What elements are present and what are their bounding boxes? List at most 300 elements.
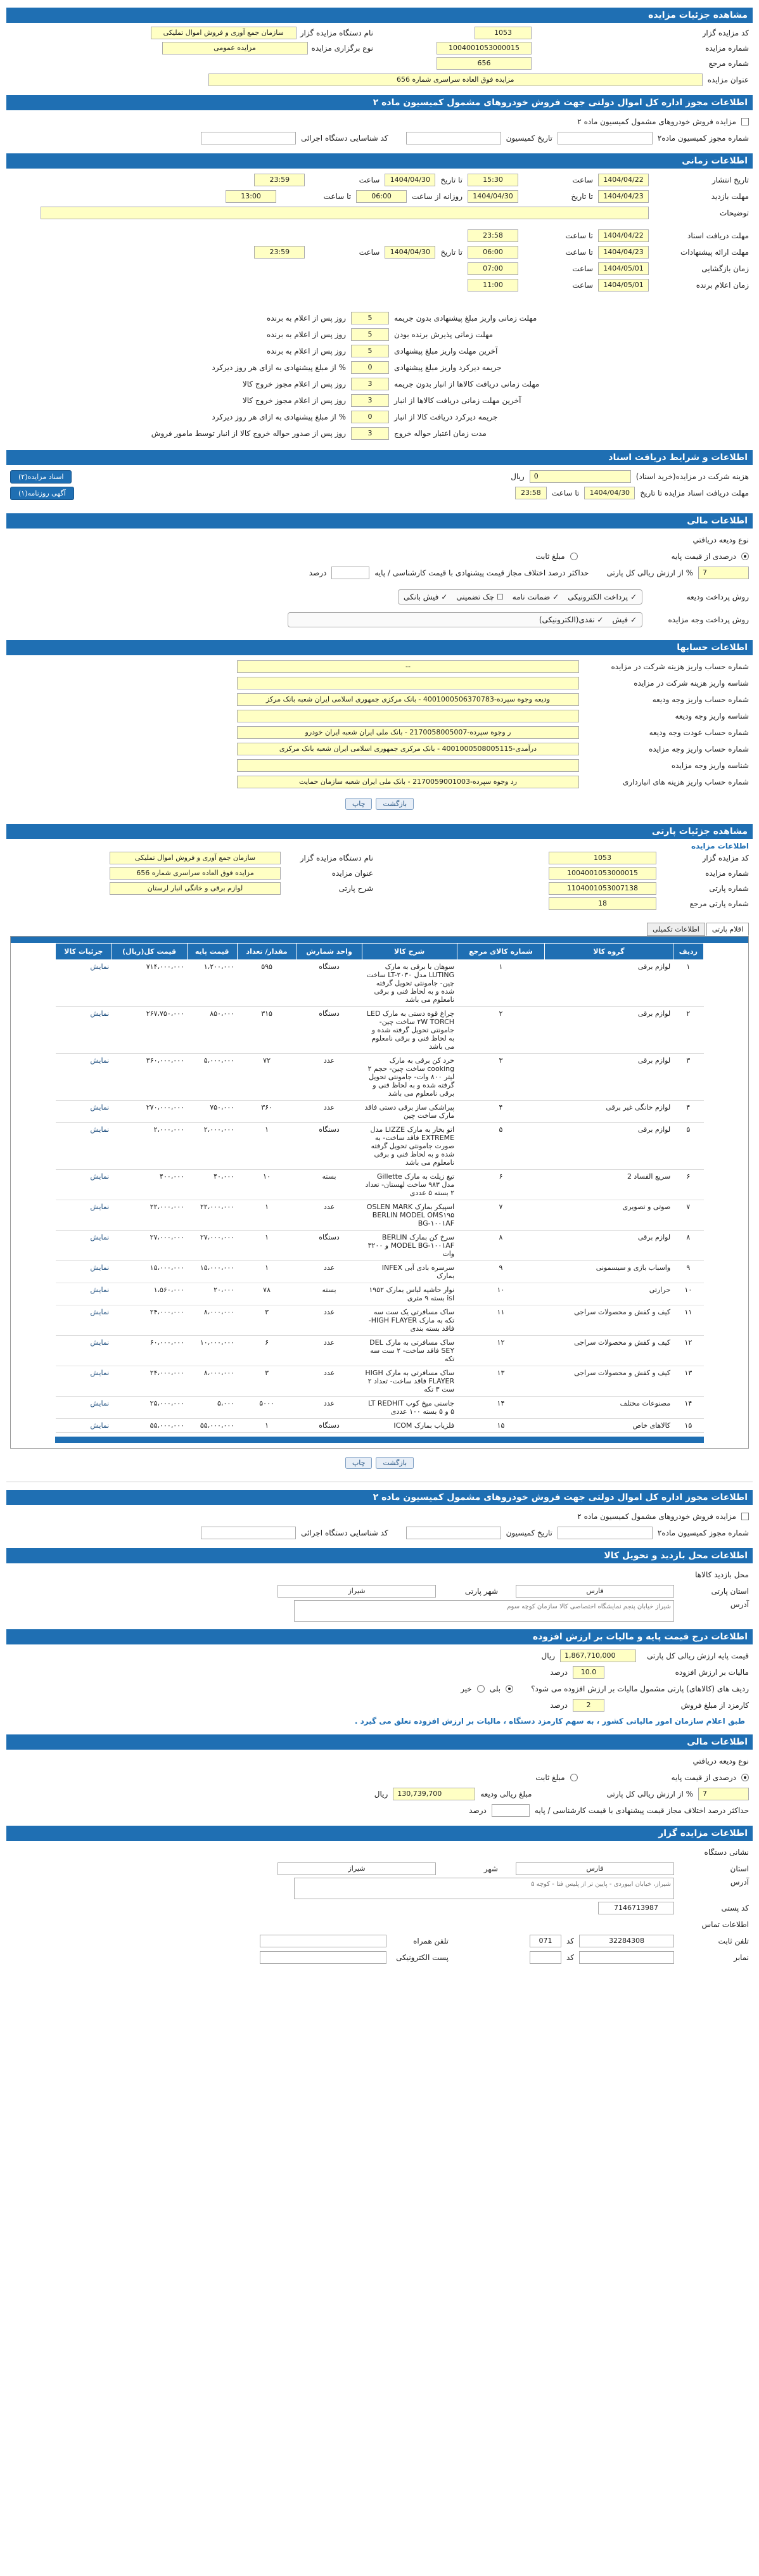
- print-button[interactable]: چاپ: [345, 798, 373, 810]
- deadline-label: مهلت زمانی پذیرش برنده بودن: [394, 330, 494, 339]
- party-number-field: 1104001053007138: [549, 882, 656, 895]
- financial-header: اطلاعات مالی: [6, 513, 753, 529]
- table-body: [56, 960, 704, 1433]
- city-field: شیراز: [277, 1585, 436, 1598]
- percent-radio[interactable]: [741, 553, 749, 560]
- permit-header-2: اطلاعات مجوز اداره کل اموال دولتی جهت فروش خودروهای مشمول کمیسیون ماده ۲: [6, 1490, 753, 1505]
- code-label: کد مزایده گزار: [702, 854, 749, 862]
- vat-no-label: خیر: [461, 1684, 472, 1693]
- commission-date-label: تاریخ کمیسیون: [506, 1528, 552, 1537]
- cell-group: لوازم برقی: [545, 1123, 673, 1170]
- auction-docs-button[interactable]: اسناد مزایده(۲): [10, 470, 72, 484]
- cell-details[interactable]: نمایش: [56, 1283, 112, 1305]
- auction-pay-methods: [288, 612, 642, 627]
- commission-checkbox[interactable]: [741, 118, 749, 125]
- to-hour-label: تا ساعت: [565, 248, 593, 257]
- cell-details[interactable]: نمایش: [56, 1170, 112, 1200]
- party-subheader: اطلاعات مزایده: [691, 842, 749, 850]
- account-label: شماره حساب واریز هزینه شرکت در مزایده: [611, 662, 749, 671]
- permit-number-label: شماره مجوز کمیسیون ماده۲: [657, 1528, 749, 1537]
- party-header: مشاهده جزئیات پارتی: [6, 824, 753, 839]
- exec-id-field[interactable]: [201, 1527, 296, 1539]
- cell-qty: ۱: [237, 1231, 297, 1261]
- cell-description: اتو بخار به مارک LIZZE مدل EXTREME فاقد ساخت- به صورت جامونتی تحویل گرفته شده و به لحاظ فنی و برقی نامعلوم می باشد: [362, 1123, 457, 1170]
- deadline-value: 0: [351, 361, 389, 374]
- permit-number-label: شماره مجوز کمیسیون ماده۲: [657, 134, 749, 143]
- city-field: شیراز: [277, 1862, 436, 1875]
- column-header-row-no: ردیف: [673, 944, 703, 960]
- table-row: [56, 1123, 704, 1170]
- cell-ref-no: ۱۱: [457, 1305, 545, 1336]
- deadline-label: جریمه دیرکرد دریافت کالا از انبار: [394, 413, 498, 421]
- newspaper-ad-button[interactable]: آگهی روزنامه(۱): [10, 487, 74, 500]
- deadline-value: 3: [351, 427, 389, 440]
- cell-details[interactable]: نمایش: [56, 1397, 112, 1419]
- cell-group: لوازم برقی: [545, 1007, 673, 1054]
- deadline-suffix: روز پس از اعلام مجوز خروج کالا: [242, 396, 346, 405]
- auction-title-field: مزایده فوق العاده سراسری شماره 656: [110, 867, 281, 880]
- rial-label: ریال: [374, 1790, 388, 1798]
- area-code-field: [530, 1951, 561, 1964]
- deadline-suffix: % از مبلغ پیشنهادی به ازای هر روز دیرکرد: [212, 363, 346, 372]
- account-label: شماره حساب عودت وجه ودیعه: [649, 728, 749, 737]
- cell-details[interactable]: نمایش: [56, 1123, 112, 1170]
- print-button[interactable]: چاپ: [345, 1457, 373, 1469]
- fixed-radio-label: مبلغ ثابت: [535, 1773, 565, 1782]
- party-desc-field: لوازم برقی و خانگی انبار لرستان: [110, 882, 281, 895]
- cell-description: فلزیاب بمارک ICOM: [362, 1419, 457, 1433]
- cell-total-price: ۲۴،۰۰۰،۰۰۰: [112, 1305, 187, 1336]
- cell-details[interactable]: نمایش: [56, 1200, 112, 1231]
- deadline-value: 3: [351, 394, 389, 407]
- cell-base-price: ۸،۰۰۰،۰۰۰: [187, 1366, 237, 1397]
- cell-total-price: ۵۵،۰۰۰،۰۰۰: [112, 1419, 187, 1433]
- column-header-group: گروه کالا: [545, 944, 673, 960]
- fee-field: 0: [530, 470, 631, 483]
- account-field: [237, 759, 579, 772]
- table-row: [56, 1336, 704, 1366]
- deadline-value: 5: [351, 345, 389, 357]
- cell-row-no: ۱۲: [673, 1336, 703, 1366]
- cell-row-no: ۷: [673, 1200, 703, 1231]
- vat-label: مالیات بر ارزش افزوده: [675, 1668, 749, 1677]
- publish-label: تاریخ انتشار: [711, 176, 749, 184]
- province-field: فارس: [516, 1585, 674, 1598]
- province-label: استان پارتی: [711, 1587, 749, 1596]
- cell-base-price: ۲۰،۰۰۰: [187, 1283, 237, 1305]
- cell-total-price: ۱،۵۶۰،۰۰۰: [112, 1283, 187, 1305]
- cell-description: سرسره بادی آبی INFEX بمارک: [362, 1261, 457, 1283]
- address-label: آدرس: [730, 1878, 749, 1887]
- area-code-field: 071: [530, 1935, 561, 1947]
- cell-total-price: ۲۴،۰۰۰،۰۰۰: [112, 1366, 187, 1397]
- cell-qty: ۳: [237, 1366, 297, 1397]
- to-date-label: تا تاریخ: [440, 176, 462, 184]
- method-check[interactable]: ☐ چک تضمینی: [456, 593, 504, 601]
- cell-qty: ۵۰۰۰: [237, 1397, 297, 1419]
- auction-pay-label: روش پرداخت وجه مزایده: [668, 615, 749, 624]
- cell-unit: عدد: [297, 1397, 362, 1419]
- rial-label: ریال: [541, 1651, 555, 1660]
- vat-percent-label: درصد: [550, 1668, 568, 1677]
- cell-ref-no: ۱۵: [457, 1419, 545, 1433]
- commission-date-field[interactable]: [406, 1527, 501, 1539]
- vat-notice: طبق اعلام سازمان امور مالیاتی کشور ، به سهم کارمزد دستگاه ، مالیات بر ارزش افزوده تعلق می گیرد .: [354, 1717, 745, 1726]
- account-field: --: [237, 660, 579, 673]
- cell-row-no: ۶: [673, 1170, 703, 1200]
- column-header-details: جزئیات کالا: [56, 944, 112, 960]
- city-label: شهر: [483, 1864, 498, 1873]
- cell-ref-no: ۳: [457, 1054, 545, 1101]
- table-row: [56, 1397, 704, 1419]
- auction-title-field: مزایده فوق العاده سراسری شماره 656: [208, 74, 703, 86]
- cell-details[interactable]: نمایش: [56, 1305, 112, 1336]
- province-label: استان: [730, 1864, 749, 1873]
- commission-fee-field: 2: [573, 1699, 604, 1712]
- back-button[interactable]: بازگشت: [376, 1457, 414, 1469]
- cell-row-no: ۸: [673, 1231, 703, 1261]
- percent-radio-label: درصدی از قیمت پایه: [671, 552, 736, 561]
- cell-group: واسباب بازی و سیسمونی: [545, 1261, 673, 1283]
- cell-row-no: ۹: [673, 1261, 703, 1283]
- financial-header-2: اطلاعات مالی: [6, 1734, 753, 1750]
- commission-fee-label: کارمزد از مبلغ فروش: [680, 1701, 749, 1710]
- cell-qty: ۳۶۰: [237, 1101, 297, 1123]
- cell-unit: عدد: [297, 1366, 362, 1397]
- cell-details[interactable]: نمایش: [56, 1366, 112, 1397]
- column-header-ref-no: شماره کالای مرجع: [457, 944, 545, 960]
- cell-base-price: ۱،۲۰۰،۰۰۰: [187, 960, 237, 1007]
- tab-party-items[interactable]: اقلام پارتی: [706, 923, 749, 936]
- table-row: [56, 1231, 704, 1261]
- address-label: آدرس: [730, 1600, 749, 1609]
- cell-qty: ۱۰: [237, 1170, 297, 1200]
- deadline-suffix: روز پس از اعلام به برنده: [267, 330, 346, 339]
- percent-label: درصد: [309, 568, 327, 577]
- base-price-label: قیمت پایه ارزش ریالی کل پارتی: [647, 1651, 749, 1660]
- cell-unit: عدد: [297, 1054, 362, 1101]
- cell-total-price: ۷۱۴،۰۰۰،۰۰۰: [112, 960, 187, 1007]
- method-slip[interactable]: ✓ فیش بانکی: [403, 593, 448, 601]
- cell-row-no: ۵: [673, 1123, 703, 1170]
- to-date-label: تا تاریخ: [571, 192, 593, 201]
- fixed-radio[interactable]: [570, 1774, 578, 1781]
- items-table-container: [10, 936, 749, 1449]
- exec-id-label: کد شناسایی دستگاه اجرائی: [301, 134, 388, 143]
- cell-group: حرارتی: [545, 1283, 673, 1305]
- max-diff-field: [331, 567, 369, 579]
- cell-row-no: ۱۴: [673, 1397, 703, 1419]
- cell-qty: ۷۸: [237, 1283, 297, 1305]
- vat-yes-radio[interactable]: [506, 1685, 513, 1693]
- auction-number-label: شماره مزایده: [705, 869, 749, 878]
- deposit-type-label: نوع وديعه دريافتي: [692, 1757, 749, 1765]
- exec-id-field[interactable]: [201, 132, 296, 144]
- percent-radio[interactable]: [741, 1774, 749, 1781]
- cell-details[interactable]: نمایش: [56, 1336, 112, 1366]
- cell-base-price: ۵،۰۰۰،۰۰۰: [187, 1054, 237, 1101]
- deadline-value: 0: [351, 411, 389, 423]
- org-field: سازمان جمع آوری و فروش اموال تملیکی: [110, 852, 281, 864]
- email-field: [260, 1951, 386, 1964]
- fee-label: هزینه شرکت در مزایده(خرید اسناد): [635, 472, 749, 481]
- cell-group: کیف و کفش و محصولات سراجی: [545, 1305, 673, 1336]
- cell-ref-no: ۴: [457, 1101, 545, 1123]
- deadline-suffix: روز پس از اعلام مجوز خروج کالا: [242, 380, 346, 388]
- cell-row-no: ۱۱: [673, 1305, 703, 1336]
- fixed-radio[interactable]: [570, 553, 578, 560]
- cell-row-no: ۱۳: [673, 1366, 703, 1397]
- deadline-label: مدت زمان اعتبار حواله خروج: [394, 429, 487, 438]
- submit-deadline-label: مهلت ارائه پیشنهادات: [680, 248, 749, 257]
- cell-ref-no: ۱۳: [457, 1366, 545, 1397]
- cell-base-price: ۲،۰۰۰،۰۰۰: [187, 1123, 237, 1170]
- mobile-label: تلفن همراه: [413, 1937, 449, 1945]
- permit-number-field[interactable]: [558, 1527, 653, 1539]
- cell-row-no: ۱: [673, 960, 703, 1007]
- cell-base-price: ۱۵،۰۰۰،۰۰۰: [187, 1261, 237, 1283]
- deadline-label: مهلت زمانی واریز مبلغ پیشنهادی بدون جریمه: [394, 314, 537, 323]
- account-field: ر وجوه سپرده-2170058005007 - بانک ملی ایران شعبه ایران خودرو: [237, 726, 579, 739]
- cell-unit: عدد: [297, 1336, 362, 1366]
- permit-number-field[interactable]: [558, 132, 653, 144]
- cell-description: چراغ قوه دستی به مارک LED ۲W TORCH ساخت چین- جامونتی تحویل گرفته شده و به لحاظ فنی و برقی نامعلوم می باشد: [362, 1007, 457, 1054]
- winner-label: زمان اعلام برنده: [696, 281, 749, 290]
- cell-total-price: ۲۵،۰۰۰،۰۰۰: [112, 1397, 187, 1419]
- cell-unit: عدد: [297, 1261, 362, 1283]
- code-field: 1053: [475, 27, 532, 39]
- cell-details[interactable]: نمایش: [56, 1007, 112, 1054]
- deposit-percent-field: 7: [698, 1788, 749, 1800]
- cell-row-no: ۳: [673, 1054, 703, 1101]
- price-header: اطلاعات درج قیمت پایه و مالیات بر ارزش افزوده: [6, 1629, 753, 1644]
- deadline-value: 5: [351, 328, 389, 341]
- deadline-label: جریمه دیرکرد واریز مبلغ پیشنهادی: [394, 363, 502, 372]
- visit-from-time: 06:00: [356, 190, 407, 203]
- cell-unit: دستگاه: [297, 1231, 362, 1261]
- cell-base-price: ۸،۰۰۰،۰۰۰: [187, 1305, 237, 1336]
- cell-ref-no: ۱۰: [457, 1283, 545, 1305]
- cell-total-price: ۴۰۰،۰۰۰: [112, 1170, 187, 1200]
- visit-location-label: محل بازدید کالاها: [695, 1570, 749, 1579]
- cell-row-no: ۱۰: [673, 1283, 703, 1305]
- accounts-header: اطلاعات حسابها: [6, 640, 753, 655]
- mobile-field: [260, 1935, 386, 1947]
- type-label: نوع برگزاری مزایده: [311, 44, 373, 53]
- cell-description: اسپیکر بمارک OSLEN MARK BERLIN MODEL OMS۱۹۵ BG-۱۰۰۱AF: [362, 1200, 457, 1231]
- cell-group: کیف و کفش و محصولات سراجی: [545, 1336, 673, 1366]
- account-field: ودیعه وجوه سپرده-4001000506370783 - بانک مرکزی جمهوری اسلامی ایران شعبه بانک مرکز: [237, 693, 579, 706]
- account-label: شناسه واریز هزینه شرکت در مزایده: [634, 679, 749, 688]
- address-field: شیراز خیابان پنجم نمایشگاه اختصاصی کالا سازمان کوچه سوم: [294, 1600, 674, 1622]
- org-label: نام دستگاه مزایده گزار: [300, 29, 373, 37]
- cell-unit: بسته: [297, 1170, 362, 1200]
- cell-total-price: ۲۶۷،۷۵۰،۰۰۰: [112, 1007, 187, 1054]
- party-desc-label: شرح پارتی: [338, 884, 373, 893]
- doc-deadline-label: مهلت دریافت اسناد مزایده تا تاریخ: [640, 489, 749, 497]
- deadline-value: 3: [351, 378, 389, 390]
- deposit-percent-suffix: % از ارزش ریالی کل پارتی: [606, 1790, 693, 1798]
- vat-field: 10.0: [573, 1666, 604, 1679]
- vat-question: ردیف های (کالاهای) پارتی مشمول مالیات بر ارزش افزوده می شود؟: [531, 1684, 749, 1693]
- address-field: شیراز، خیابان ابیوردی - پایین تر از پلیس فتا - کوچه ۵: [294, 1878, 674, 1899]
- zip-field: 7146713987: [598, 1902, 674, 1914]
- cell-group: مصنوعات مختلف: [545, 1397, 673, 1419]
- permit-header: اطلاعات مجوز اداره کل اموال دولتی جهت فروش خودروهای مشمول کمیسیون ماده ۲: [6, 95, 753, 110]
- cell-base-price: ۲۷،۰۰۰،۰۰۰: [187, 1231, 237, 1261]
- cell-group: سریع الفساد 2: [545, 1170, 673, 1200]
- cell-unit: دستگاه: [297, 960, 362, 1007]
- cell-details[interactable]: نمایش: [56, 1054, 112, 1101]
- doc-deadline-date: 1404/04/30: [584, 487, 635, 499]
- cell-ref-no: ۷: [457, 1200, 545, 1231]
- table-row: [56, 1366, 704, 1397]
- percent-radio-label: درصدی از قیمت پایه: [671, 1773, 736, 1782]
- max-diff-label: حداکثر درصد اختلاف مجاز قیمت پیشنهادی با قیمت کارشناسی / پایه: [534, 1806, 749, 1815]
- party-ref-label: شماره پارتی مرجع: [689, 899, 749, 908]
- doc-deadline-label: مهلت دریافت اسناد: [687, 231, 749, 240]
- cell-total-price: ۱۵،۰۰۰،۰۰۰: [112, 1261, 187, 1283]
- auction-number-label: شماره مزایده: [705, 44, 749, 53]
- code-label: کد مزایده گزار: [702, 29, 749, 37]
- province-field: فارس: [516, 1862, 674, 1875]
- cell-description: نوار حاشیه لباس بمارک ۱۹۵۲ isl بسته ۹ متری: [362, 1283, 457, 1305]
- deposit-type-label: نوع وديعه دريافتي: [692, 535, 749, 544]
- cell-total-price: ۲۷۰،۰۰۰،۰۰۰: [112, 1101, 187, 1123]
- cell-base-price: ۵،۰۰۰: [187, 1397, 237, 1419]
- commission-checkbox[interactable]: [741, 1513, 749, 1520]
- cell-qty: ۷۲: [237, 1054, 297, 1101]
- cell-total-price: ۳۶۰،۰۰۰،۰۰۰: [112, 1054, 187, 1101]
- deposit-amount-label: مبلغ ریالی ودیعه: [480, 1790, 532, 1798]
- deadline-label: آخرین مهلت زمانی دریافت کالاها از انبار: [394, 396, 521, 405]
- visit-from-date: 1404/04/23: [598, 190, 649, 203]
- column-header-description: شرح کالا: [362, 944, 457, 960]
- cell-description: پیراشکی ساز برقی دستی فاقد مارک ساخت چین: [362, 1101, 457, 1123]
- cell-qty: ۱: [237, 1419, 297, 1433]
- winner-time: 11:00: [468, 279, 518, 292]
- column-header-qty: مقدار/ تعداد: [237, 944, 297, 960]
- method-electronic[interactable]: ✓ پرداخت الکترونیکی: [568, 593, 637, 601]
- pay-slip[interactable]: ✓ فیش: [612, 615, 637, 624]
- rial-label: ریال: [511, 472, 525, 481]
- cell-description: سوهان با برقی به مارک LUTING مدل LT-۲۰۳۰ ساخت چین- جامونتی تحویل گرفته شده و به لحاظ فنی و برقی نامعلوم می باشد: [362, 960, 457, 1007]
- table-header-row: [56, 944, 704, 960]
- table-row: [56, 1200, 704, 1231]
- cell-details[interactable]: نمایش: [56, 1261, 112, 1283]
- zip-label: کد پستی: [721, 1904, 749, 1913]
- vat-no-radio[interactable]: [477, 1685, 485, 1693]
- cell-total-price: ۶۰،۰۰۰،۰۰۰: [112, 1336, 187, 1366]
- hour-label: ساعت: [359, 176, 380, 184]
- pay-cash[interactable]: ✓ نقدی(الکترونیکی): [539, 615, 604, 624]
- back-button[interactable]: بازگشت: [376, 798, 414, 810]
- auction-number-field: 1004001053000015: [549, 867, 656, 880]
- cell-description: ساک مسافرتی به مارک HIGH FLAYER فاقد ساخت- تعداد ۲ ست ۳ تکه: [362, 1366, 457, 1397]
- cell-group: لوازم برقی: [545, 960, 673, 1007]
- org-label: نام دستگاه مزایده گزار: [300, 854, 373, 862]
- hour-label: ساعت: [359, 248, 380, 257]
- cell-details[interactable]: نمایش: [56, 1231, 112, 1261]
- auctioneer-header: اطلاعات مزایده گزار: [6, 1826, 753, 1841]
- deposit-amount-field: 130,739,700: [393, 1788, 475, 1800]
- account-label: شماره حساب واریز هزینه های انبارداری: [622, 778, 749, 786]
- cell-ref-no: ۲: [457, 1007, 545, 1054]
- tel-field: 32284308: [579, 1935, 674, 1947]
- cell-details[interactable]: نمایش: [56, 1101, 112, 1123]
- cell-description: ساک مسافرتی یک ست سه تکه به مارک HIGH FLAYER- فاقد بسته بندی: [362, 1305, 457, 1336]
- commission-date-field[interactable]: [406, 132, 501, 144]
- commission-date-label: تاریخ کمیسیون: [506, 134, 552, 143]
- base-price-field: 1,867,710,000: [560, 1650, 636, 1662]
- cell-base-price: ۱۰،۰۰۰،۰۰۰: [187, 1336, 237, 1366]
- publish-to-time: 23:59: [254, 174, 305, 186]
- cell-ref-no: ۵: [457, 1123, 545, 1170]
- table-row: [56, 960, 704, 1007]
- doc-deadline-time: 23:58: [468, 229, 518, 242]
- cell-base-price: ۲۲،۰۰۰،۰۰۰: [187, 1200, 237, 1231]
- account-label: شماره حساب واریز وجه مزایده: [649, 745, 749, 753]
- account-label: شناسه واریز وجه ودیعه: [675, 712, 749, 721]
- to-hour-label: تا ساعت: [551, 489, 580, 497]
- submit-to-date: 1404/04/30: [385, 246, 435, 259]
- cell-qty: ۱: [237, 1261, 297, 1283]
- cell-ref-no: ۶: [457, 1170, 545, 1200]
- account-label: شناسه واریز وجه مزایده: [671, 761, 749, 770]
- table-row: [56, 1283, 704, 1305]
- fax-label: نمابر: [734, 1953, 749, 1962]
- cell-group: لوازم خانگی غیر برقی: [545, 1101, 673, 1123]
- contact-title: اطلاعات تماس: [701, 1920, 749, 1929]
- column-header-unit: واحد شمارش: [297, 944, 362, 960]
- deposit-pay-methods: [398, 589, 642, 605]
- opening-time: 07:00: [468, 262, 518, 275]
- cell-row-no: ۱۵: [673, 1419, 703, 1433]
- cell-base-price: ۴۰،۰۰۰: [187, 1170, 237, 1200]
- cell-unit: عدد: [297, 1101, 362, 1123]
- cell-row-no: ۴: [673, 1101, 703, 1123]
- column-header-base-price: قیمت پایه: [187, 944, 237, 960]
- deadline-suffix: روز پس از صدور حواله خروج کالا از انبار توسط مامور فروش: [151, 429, 346, 438]
- cell-details[interactable]: نمایش: [56, 960, 112, 1007]
- commission-checkbox-label: مزایده فروش خودروهای مشمول کمیسیون ماده ۲: [577, 1512, 736, 1521]
- cell-ref-no: ۱۲: [457, 1336, 545, 1366]
- org-address-title: نشانی دستگاه: [704, 1848, 749, 1857]
- items-table: [55, 943, 704, 1433]
- timing-header: اطلاعات زمانی: [6, 153, 753, 169]
- table-row: [56, 1101, 704, 1123]
- cell-group: لوازم برقی: [545, 1231, 673, 1261]
- method-guarantee[interactable]: ✓ ضمانت نامه: [512, 593, 559, 601]
- tab-extra-info[interactable]: اطلاعات تکمیلی: [647, 923, 705, 936]
- deadline-suffix: % از مبلغ پیشنهادی به ازای هر روز دیرکرد: [212, 413, 346, 421]
- submit-to-time: 23:59: [254, 246, 305, 259]
- deposit-pay-label: روش پرداخت ودیعه: [686, 593, 749, 601]
- area-code-label: کد: [566, 1953, 574, 1962]
- visit-to-time: 13:00: [226, 190, 276, 203]
- cell-total-price: ۲۷،۰۰۰،۰۰۰: [112, 1231, 187, 1261]
- table-footer-bar: [55, 1437, 704, 1443]
- cell-qty: ۵۹۵: [237, 960, 297, 1007]
- deadline-label: مهلت زمانی دریافت کالاها از انبار بدون جریمه: [394, 380, 540, 388]
- fax-field: [579, 1951, 674, 1964]
- cell-unit: دستگاه: [297, 1007, 362, 1054]
- cell-details[interactable]: نمایش: [56, 1419, 112, 1433]
- hour-label: ساعت: [572, 264, 593, 273]
- visit-to-date: 1404/04/30: [468, 190, 518, 203]
- city-label: شهر پارتی: [464, 1587, 498, 1596]
- auction-title-label: عنوان مزایده: [707, 75, 749, 84]
